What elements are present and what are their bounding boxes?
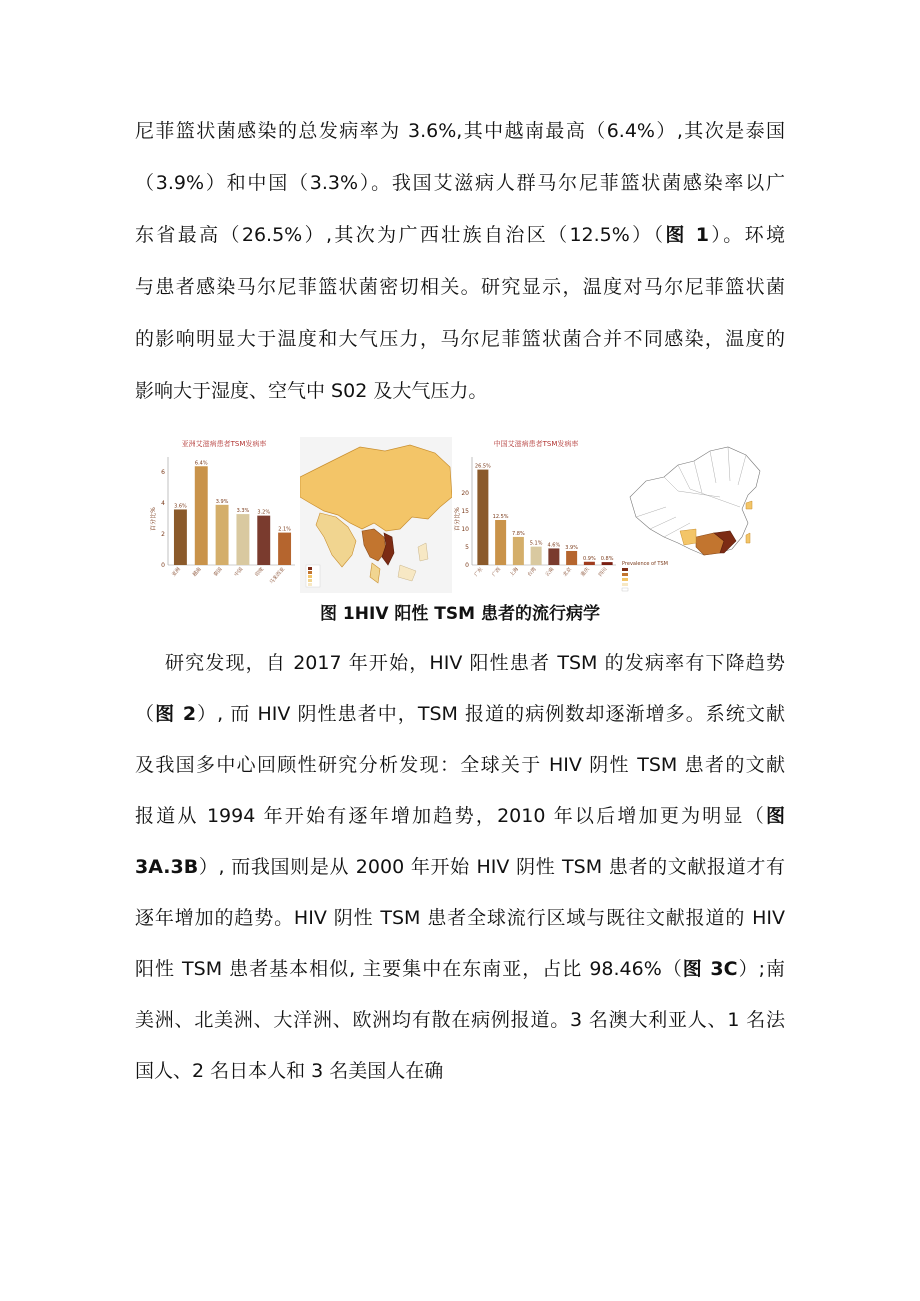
legend-swatch xyxy=(622,588,628,591)
x-tick-label: 印度 xyxy=(254,566,266,578)
bar xyxy=(513,537,524,565)
x-tick-label: 越南 xyxy=(191,566,203,578)
figure-reference: 图 2 xyxy=(155,703,197,725)
figure-reference: 图 xyxy=(765,805,785,827)
asia-map xyxy=(300,437,452,593)
x-tick-label: 亚洲 xyxy=(170,566,182,578)
bar xyxy=(566,551,577,565)
bar-value-label: 26.5% xyxy=(474,463,491,470)
bar-value-label: 7.8% xyxy=(512,530,525,537)
bar-value-label: 3.3% xyxy=(236,508,250,515)
y-tick: 2 xyxy=(161,531,165,538)
y-tick: 0 xyxy=(161,562,165,569)
paragraph-1 xyxy=(135,122,785,402)
y-tick: 0 xyxy=(465,562,469,569)
y-tick: 10 xyxy=(461,526,469,533)
bar xyxy=(195,466,208,565)
paragraph-line: 及我国多中心回顾性研究分析发现：全球关于 HIV 阴性 TSM 患者的文献 xyxy=(135,754,785,776)
bar-value-label: 3.2% xyxy=(257,509,271,516)
paragraph-line: 3A.3B）, 而我国则是从 2000 年开始 HIV 阴性 TSM 患者的文献报道才有 xyxy=(135,856,785,878)
bar xyxy=(531,547,542,565)
bar xyxy=(257,516,270,565)
y-axis-label: 百分比% xyxy=(454,507,461,531)
paragraph-line: 逐年增加的趋势。HIV 阴性 TSM 患者全球流行区域与既往文献报道的 HIV xyxy=(135,907,785,929)
bar xyxy=(236,514,249,565)
bar xyxy=(548,548,559,565)
bar xyxy=(174,509,187,565)
bar xyxy=(216,505,229,565)
figure-1 xyxy=(150,437,770,593)
paragraph-line: 东省最高（26.5%）,其次为广西壮族自治区（12.5%）（图 1）。环境 xyxy=(135,224,785,246)
paragraph-line: 尼菲篮状菌感染的总发病率为 3.6%,其中越南最高（6.4%）,其次是泰国 xyxy=(135,120,785,142)
bar-series xyxy=(170,460,291,585)
x-tick-label: 广东 xyxy=(473,566,485,578)
shanghai-region xyxy=(746,501,752,509)
y-axis-label: 百分比% xyxy=(150,507,157,531)
bar xyxy=(602,562,613,565)
bar-series xyxy=(473,464,614,578)
y-tick: 15 xyxy=(461,508,469,515)
x-tick-label: 马来西亚 xyxy=(268,566,287,586)
legend-swatch xyxy=(622,578,628,581)
figure-reference: 图 1 xyxy=(665,224,709,246)
bar-value-label: 4.6% xyxy=(547,542,561,549)
x-tick-label: 上海 xyxy=(508,566,520,578)
x-tick-label: 广西 xyxy=(491,566,503,578)
bar xyxy=(278,533,291,565)
chart-title: 中国艾滋病患者TSM发病率 xyxy=(493,440,579,448)
paragraph-line: 影响大于湿度、空气中 S02 及大气压力。 xyxy=(135,380,488,402)
bar-value-label: 6.4% xyxy=(194,460,208,467)
x-tick-label: 重庆 xyxy=(579,566,591,578)
taiwan-region xyxy=(746,533,750,543)
legend-swatch xyxy=(622,583,628,586)
asia-bar-chart xyxy=(150,437,298,593)
y-tick: 4 xyxy=(161,500,165,507)
bar-value-label: 3.6% xyxy=(174,503,187,510)
figure-caption: 图 1HIV 阳性 TSM 患者的流行病学 xyxy=(320,604,600,624)
paragraph-line: 国人、2 名日本人和 3 名美国人在确 xyxy=(135,1060,444,1082)
y-tick: 20 xyxy=(461,490,469,497)
x-tick-label: 四川 xyxy=(597,566,609,578)
paragraph-2 xyxy=(135,654,785,1084)
y-tick: 6 xyxy=(161,469,165,476)
bar-value-label: 3.9% xyxy=(215,498,229,505)
legend-swatch xyxy=(622,573,628,576)
paragraph-line: 的影响明显大于温度和大气压力，马尔尼菲篮状菌合并不同感染，温度的 xyxy=(135,328,785,350)
legend-title: Prevalence of TSM xyxy=(622,561,668,567)
bar-value-label: 2.1% xyxy=(278,526,291,533)
paragraph-line: （3.9%）和中国（3.3%）。我国艾滋病人群马尔尼菲篮状菌感染率以广 xyxy=(135,172,785,194)
y-tick: 5 xyxy=(465,544,469,551)
china-bar-chart xyxy=(454,437,618,593)
paragraph-line: 阳性 TSM 患者基本相似, 主要集中在东南亚，占比 98.46%（图 3C）;南 xyxy=(135,958,786,980)
bar-value-label: 0.8% xyxy=(600,556,614,563)
paragraph-line: 研究发现，自 2017 年开始，HIV 阳性患者 TSM 的发病率有下降趋势 xyxy=(165,652,785,674)
x-tick-label: 泰国 xyxy=(212,566,224,578)
paragraph-line: 与患者感染马尔尼菲篮状菌密切相关。研究显示，温度对马尔尼菲篮状菌 xyxy=(135,276,785,298)
figure-reference: 3A.3B xyxy=(135,856,199,878)
x-tick-label: 中国 xyxy=(233,566,245,578)
chart-title: 亚洲艾滋病患者TSM发病率 xyxy=(181,440,267,448)
x-tick-label: 台湾 xyxy=(526,566,538,578)
china-map xyxy=(620,437,770,593)
legend-swatch xyxy=(622,568,628,571)
figure-reference: 图 3C xyxy=(682,958,738,980)
x-tick-label: 北京 xyxy=(562,566,574,578)
paragraph-line: （图 2）, 而 HIV 阴性患者中，TSM 报道的病例数却逐渐增多。系统文献 xyxy=(135,703,785,725)
bar xyxy=(584,562,595,565)
bar-value-label: 0.9% xyxy=(583,555,596,562)
bar-value-label: 3.9% xyxy=(565,544,578,551)
bar-value-label: 12.5% xyxy=(492,514,509,520)
paragraph-line: 美洲、北美洲、大洋洲、欧洲均有散在病例报道。3 名澳大利亚人、1 名法 xyxy=(135,1009,785,1031)
x-tick-label: 云南 xyxy=(544,566,556,578)
bar xyxy=(495,520,506,565)
bar xyxy=(477,470,488,565)
paragraph-line: 报道从 1994 年开始有逐年增加趋势，2010 年以后增加更为明显（图 xyxy=(135,805,785,827)
bar-value-label: 5.1% xyxy=(529,540,543,547)
